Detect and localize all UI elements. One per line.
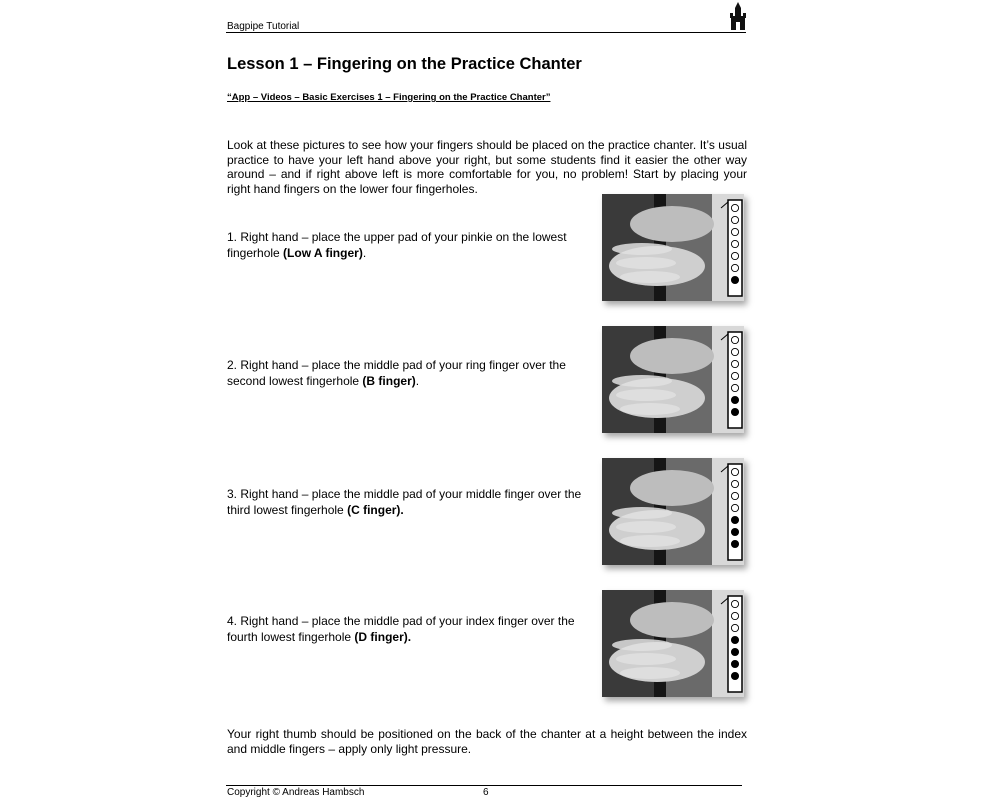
step-1-text	[227, 229, 592, 261]
step-1-photo	[602, 194, 744, 301]
intro-paragraph: Look at these pictures to see how your fingers should be placed on the practice chanter. It’s usual practice to have your left hand above your right, but some students find it easier the other way around – and if right above left is more comfortable for you, no problem! Start by placing your right hand fingers on the lower four fingerholes.	[227, 138, 747, 196]
step-4-body: 4. Right hand – place the middle pad of your index finger over the fourth lowest fingerhole	[227, 614, 575, 644]
step-4-text	[227, 613, 592, 645]
app-video-reference: “App – Videos – Basic Exercises 1 – Fingering on the Practice Chanter”	[227, 92, 551, 103]
footer-copyright: Copyright © Andreas Hambsch	[227, 787, 365, 798]
hand-photo-illustration	[602, 590, 744, 697]
footer-rule	[226, 785, 742, 786]
step-1-finger: (Low A finger)	[283, 246, 363, 260]
step-3-photo	[602, 458, 744, 565]
step-3-body: 3. Right hand – place the middle pad of your middle finger over the third lowest fingerhole	[227, 487, 582, 517]
step-2-finger: (B finger)	[362, 374, 416, 388]
page-number: 6	[483, 787, 489, 798]
hand-photo-illustration	[602, 326, 744, 433]
outro-paragraph: Your right thumb should be positioned on the back of the chanter at a height between the index and middle fingers – apply only light pressure.	[227, 727, 747, 756]
step-3-finger: (C finger).	[347, 503, 404, 517]
step-4-finger: (D finger).	[354, 630, 412, 644]
step-2-tail: .	[415, 374, 420, 388]
step-2-photo	[602, 326, 744, 433]
lesson-title: Lesson 1 – Fingering on the Practice Chanter	[227, 55, 582, 73]
hand-photo-illustration	[602, 458, 744, 565]
hand-photo-illustration	[602, 194, 744, 301]
step-2-body: 2. Right hand – place the middle pad of your ring finger over the second lowest fingerhole	[227, 358, 566, 388]
step-1-body: 1. Right hand – place the upper pad of your pinkie on the lowest fingerhole	[227, 230, 567, 260]
step-2-text	[227, 357, 592, 389]
step-1-tail: .	[362, 246, 367, 260]
header-title: Bagpipe Tutorial	[227, 21, 300, 32]
header-rule	[226, 32, 746, 33]
step-4-photo	[602, 590, 744, 697]
castle-logo-icon	[728, 2, 748, 32]
step-3-text	[227, 486, 592, 518]
